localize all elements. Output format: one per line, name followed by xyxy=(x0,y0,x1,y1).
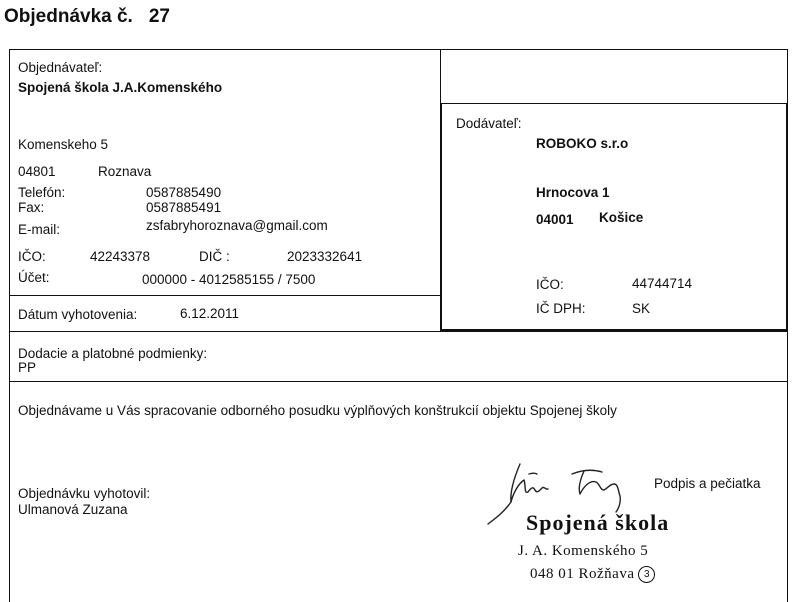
date-row-top-border xyxy=(9,295,441,296)
supplier-ico-label: IČO: xyxy=(536,277,564,292)
order-title-label: Objednávka č. xyxy=(4,6,133,27)
buyer-zip: 04801 xyxy=(18,164,56,179)
signature-label: Podpis a pečiatka xyxy=(654,476,761,491)
frame-top-border xyxy=(9,49,788,50)
circled-number-mark: 3 xyxy=(638,566,655,583)
phone-value: 0587885490 xyxy=(146,185,222,200)
account-value: 000000 - 4012585155 / 7500 xyxy=(142,272,316,287)
supplier-icdph-value: SK xyxy=(632,301,651,316)
stamp-city-line xyxy=(530,566,655,583)
fax-label: Fax: xyxy=(18,200,45,215)
stamp-city: 048 01 Rožňava xyxy=(530,566,635,582)
supplier-street: Hrnocova 1 xyxy=(536,185,610,200)
order-text: Objednávame u Vás spracovanie odborného posudku výplňových konštrukcií objektu Spojenej školy xyxy=(18,403,617,418)
buyer-label: Objednávateľ: xyxy=(18,60,103,75)
supplier-label: Dodávateľ: xyxy=(456,116,522,131)
date-row-bottom-border xyxy=(9,331,788,332)
terms-label: Dodacie a platobné podmienky: xyxy=(18,346,208,361)
email-value: zsfabryhoroznava@gmail.com xyxy=(146,218,328,233)
account-label: Účet: xyxy=(18,270,50,285)
email-label: E-mail: xyxy=(18,222,61,237)
supplier-city: Košice xyxy=(599,210,644,225)
buyer-dic-label: DIČ : xyxy=(199,249,230,264)
buyer-name: Spojená škola J.A.Komenského xyxy=(18,80,223,95)
supplier-box-top-border xyxy=(440,103,788,104)
supplier-box-right-border xyxy=(786,103,788,330)
buyer-ico-label: IČO: xyxy=(18,249,46,264)
order-number: 27 xyxy=(148,6,170,27)
date-value: 6.12.2011 xyxy=(180,306,240,321)
buyer-ico-value: 42243378 xyxy=(90,249,151,264)
phone-label: Telefón: xyxy=(18,185,66,200)
supplier-icdph-label: IČ DPH: xyxy=(536,301,586,316)
date-label: Dátum vyhotovenia: xyxy=(18,307,138,322)
buyer-street: Komenskeho 5 xyxy=(18,137,109,152)
issuer-label: Objednávku vyhotovil: xyxy=(18,486,151,501)
issuer-name: Ulmanová Zuzana xyxy=(18,502,128,517)
supplier-zip: 04001 xyxy=(536,212,574,227)
buyer-city: Roznava xyxy=(98,164,152,179)
terms-value: PP xyxy=(18,360,37,375)
terms-bottom-border xyxy=(9,381,788,382)
supplier-ico-value: 44744714 xyxy=(632,276,693,291)
document-title xyxy=(4,6,170,28)
stamp-school-name: Spojená škola xyxy=(526,510,670,535)
stamp-address-line: J. A. Komenského 5 xyxy=(518,543,649,559)
supplier-name: ROBOKO s.r.o xyxy=(536,136,629,151)
frame-left-border xyxy=(9,49,10,602)
fax-value: 0587885491 xyxy=(146,200,222,215)
buyer-dic-value: 2023332641 xyxy=(287,249,363,264)
